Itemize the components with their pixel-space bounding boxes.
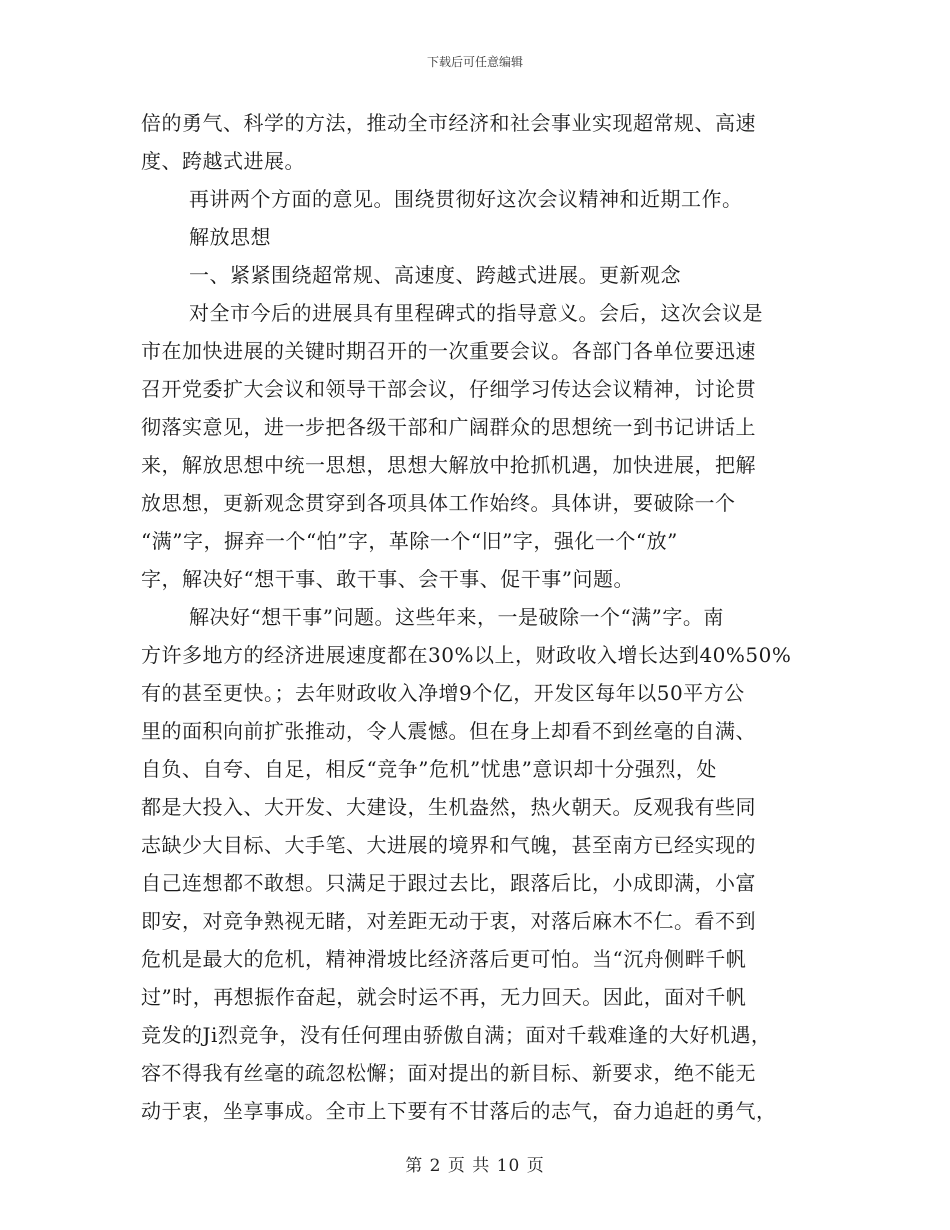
text-line: 放思想，更新观念贯穿到各项具体工作始终。具体讲，要破除一个 [141,491,736,515]
text-line: 来，解放思想中统一思想，思想大解放中抢抓机遇，加快进展，把解 [141,453,756,477]
text-line: 有的甚至更快。；去年财政收入净增9个亿，开发区每年以50平方公 [141,681,745,705]
text-line: 字，解决好“想干事、敢干事、会干事、促干事”问题。 [141,567,634,591]
text-line: 志缺少大目标、大手笔、大进展的境界和气魄，甚至南方已经实现的 [141,833,756,857]
text-line: 度、跨越式进展。 [141,149,305,173]
text-line: 彻落实意见，进一步把各级干部和广阔群众的思想统一到书记讲话上 [141,415,756,439]
text-line: 危机是最大的危机，精神滑坡比经济落后更可怕。当“沉舟侧畔千帆 [141,947,747,971]
text-line: 解决好“想干事”问题。这些年来，一是破除一个“满”字。南 [189,605,724,629]
document-body [141,104,801,1130]
text-line: 容不得我有丝毫的疏忽松懈；面对提出的新目标、新要求，绝不能无 [141,1061,756,1085]
page-number: 第 2 页 共 10 页 [405,1156,545,1176]
text-line: 再讲两个方面的意见。围绕贯彻好这次会议精神和近期工作。 [189,187,743,211]
text-line: 方许多地方的经济进展速度都在30%以上，财政收入增长达到40%50% [141,643,792,667]
text-line: 即安，对竞争熟视无睹，对差距无动于衷，对落后麻木不仁。看不到 [141,909,756,933]
text-line: 动于衷，坐享事成。全市上下要有不甘落后的志气，奋力追赶的勇气， [141,1099,777,1123]
text-line: “满”字，摒弃一个“怕”字，革除一个“旧”字，强化一个“放” [141,529,678,553]
section-heading: 解放思想 [189,225,271,249]
page-header: 下载后可任意编辑 [426,55,523,69]
text-line: 过”时，再想振作奋起，就会时运不再，无力回天。因此，面对千帆 [141,985,747,1009]
text-line: 倍的勇气、科学的方法，推动全市经济和社会事业实现超常规、高速 [141,111,756,135]
text-line: 自己连想都不敢想。只满足于跟过去比，跟落后比，小成即满，小富 [141,871,756,895]
section-heading: 一、紧紧围绕超常规、高速度、跨越式进展。更新观念 [189,263,681,287]
text-line: 都是大投入、大开发、大建设，生机盎然，热火朝天。反观我有些同 [141,795,756,819]
text-line: 里的面积向前扩张推动，令人震憾。但在身上却看不到丝毫的自满、 [141,719,756,743]
text-line: 自负、自夸、自足，相反“竞争”危机”忧患”意识却十分强烈，处 [141,757,717,781]
text-line: 召开党委扩大会议和领导干部会议，仔细学习传达会议精神，讨论贯 [141,377,756,401]
text-line: 对全市今后的进展具有里程碑式的指导意义。会后，这次会议是 [189,301,763,325]
text-line: 市在加快进展的关键时期召开的一次重要会议。各部门各单位要迅速 [141,339,756,363]
text-line: 竞发的Ji烈竞争，没有任何理由骄傲自满；面对千载难逢的大好机遇， [141,1023,772,1047]
